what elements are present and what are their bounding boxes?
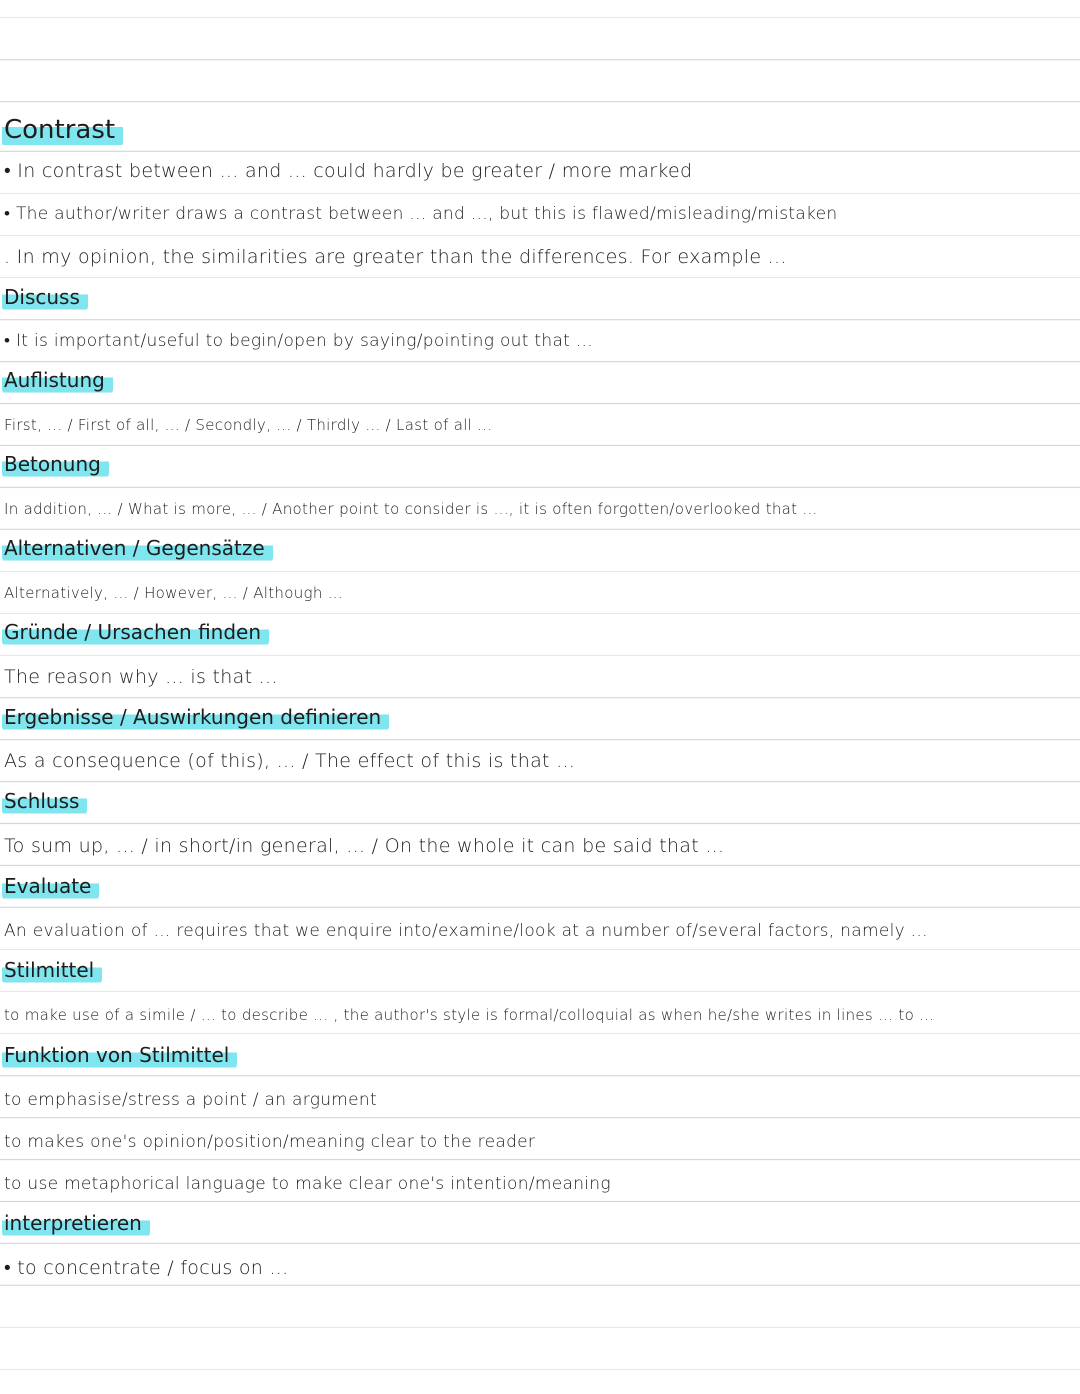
- heading-label: Alternativen / Gegensätze: [2, 533, 273, 563]
- section-heading-discuss: [2, 282, 88, 316]
- section-heading-interpretieren: [2, 1208, 150, 1242]
- note-line: First, ... / First of all, ... / Secondly, ... / Thirdly ... / Last of all ...: [4, 416, 493, 434]
- heading-label: Evaluate: [2, 871, 99, 901]
- note-line: Alternatively, ... / However, ... / Although ...: [4, 584, 343, 602]
- heading-label: Schluss: [2, 786, 87, 816]
- section-heading-auflistung: [2, 365, 113, 399]
- section-heading-evaluate: [2, 871, 99, 905]
- section-heading-betonung: [2, 449, 109, 483]
- section-heading-funktion-von-stilmittel: [2, 1040, 237, 1074]
- heading-label: Funktion von Stilmittel: [2, 1040, 237, 1070]
- note-line: to emphasise/stress a point / an argument: [4, 1090, 377, 1110]
- heading-label: Discuss: [2, 282, 88, 312]
- note-line: • It is important/useful to begin/open by saying/pointing out that ...: [4, 331, 593, 351]
- section-heading-ergebnisse: [2, 702, 389, 736]
- section-heading-gruende: [2, 617, 269, 651]
- heading-label: Contrast: [2, 112, 123, 148]
- section-heading-alternativen: [2, 533, 273, 567]
- note-line: As a consequence (of this), ... / The effect of this is that ...: [4, 750, 576, 772]
- note-line: The reason why ... is that ...: [4, 666, 278, 688]
- section-heading-contrast: [2, 112, 123, 146]
- note-line: • to concentrate / focus on ...: [4, 1257, 289, 1279]
- section-heading-schluss: [2, 786, 87, 820]
- note-line: • The author/writer draws a contrast between ... and ..., but this is flawed/misleading/mistaken: [4, 204, 838, 224]
- section-heading-stilmittel: [2, 955, 102, 989]
- note-line: An evaluation of ... requires that we enquire into/examine/look at a number of/several factors, namely ...: [4, 921, 928, 941]
- note-line: In addition, ... / What is more, ... / Another point to consider is ..., it is often forgotten/overlooked that ...: [4, 500, 818, 518]
- heading-label: Ergebnisse / Auswirkungen definieren: [2, 702, 389, 732]
- heading-label: interpretieren: [2, 1208, 150, 1238]
- heading-label: Gründe / Ursachen finden: [2, 617, 269, 647]
- note-line: To sum up, ... / in short/in general, ... / On the whole it can be said that ...: [4, 835, 725, 857]
- note-line: . In my opinion, the similarities are greater than the differences. For example ...: [4, 246, 787, 268]
- note-line: • In contrast between ... and ... could hardly be greater / more marked: [4, 160, 693, 182]
- heading-label: Betonung: [2, 449, 109, 479]
- note-line: to makes one's opinion/position/meaning clear to the reader: [4, 1132, 536, 1152]
- note-line: to make use of a simile / ... to describe ... , the author's style is formal/colloquial as when he/she writes in lines ... to ...: [4, 1006, 935, 1024]
- heading-label: Auflistung: [2, 365, 113, 395]
- heading-label: Stilmittel: [2, 955, 102, 985]
- note-line: to use metaphorical language to make clear one's intention/meaning: [4, 1174, 611, 1194]
